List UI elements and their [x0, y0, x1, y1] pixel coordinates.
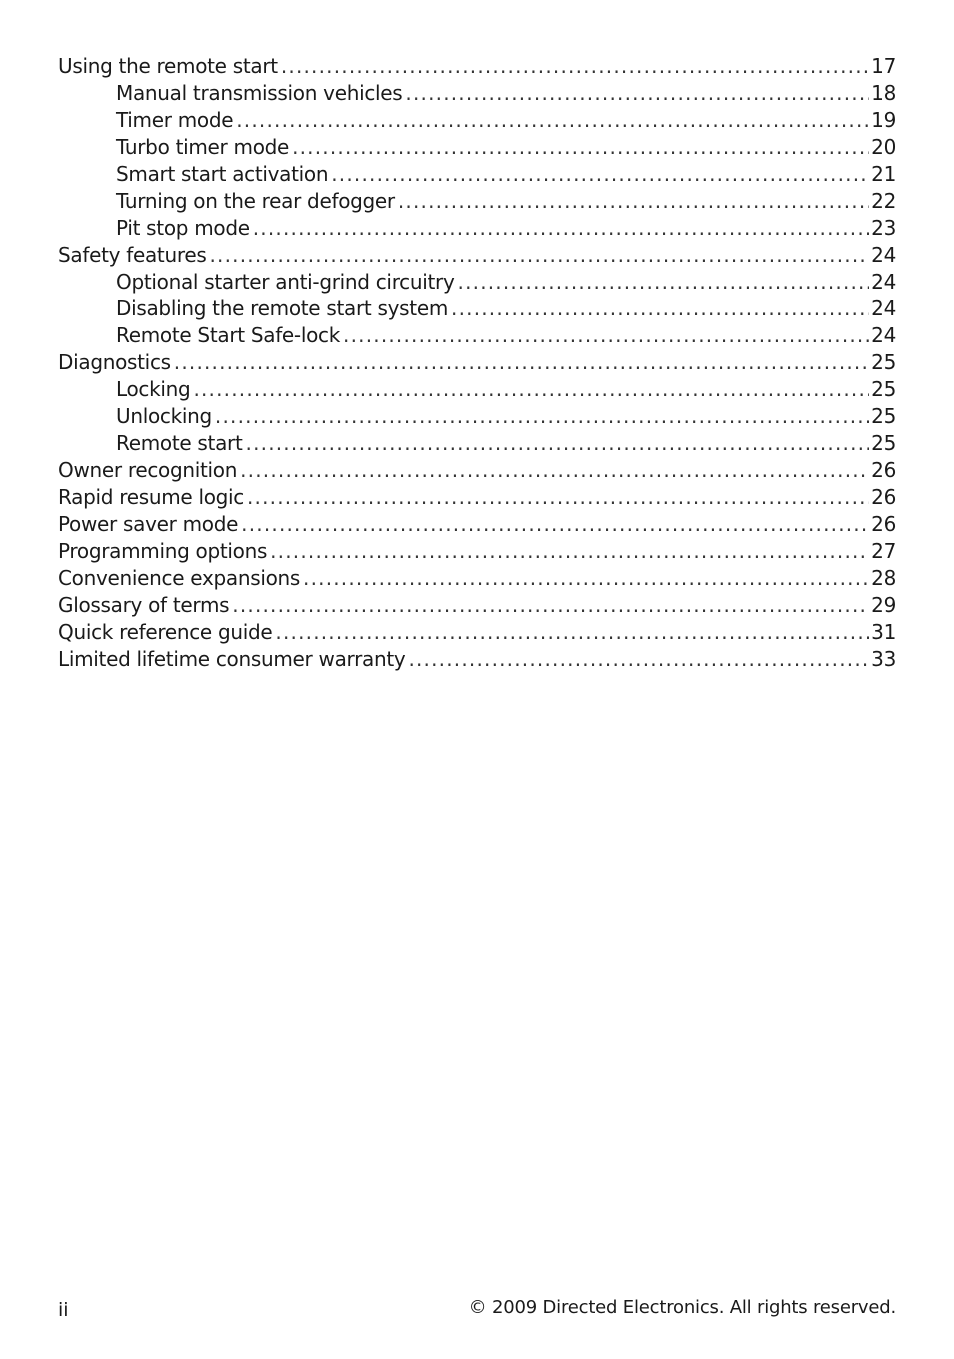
toc-entry-title: Glossary of terms	[58, 592, 230, 617]
toc-entry-rapid-resume-logic[interactable]	[58, 484, 896, 511]
toc-dot-leader	[232, 592, 869, 619]
toc-entry-page: 25	[871, 377, 896, 402]
toc-entry-page: 24	[871, 323, 896, 348]
toc-entry-owner-recognition[interactable]	[58, 457, 896, 484]
toc-dot-leader	[215, 403, 869, 430]
toc-dot-leader	[270, 538, 869, 565]
toc-entry-safety-features[interactable]	[58, 242, 896, 269]
toc-dot-leader	[405, 80, 869, 107]
toc-dot-leader	[247, 484, 869, 511]
toc-entry-title: Quick reference guide	[58, 619, 273, 644]
toc-dot-leader	[253, 215, 869, 242]
toc-entry-timer-mode[interactable]	[58, 107, 896, 134]
toc-dot-leader	[303, 565, 869, 592]
toc-entry-quick-reference-guide[interactable]	[58, 619, 896, 646]
toc-entry-page: 24	[871, 269, 896, 294]
toc-entry-page: 24	[871, 296, 896, 321]
toc-dot-leader	[281, 53, 869, 80]
toc-entry-title: Unlocking	[116, 404, 212, 429]
toc-dot-leader	[331, 161, 869, 188]
toc-entry-page: 20	[871, 134, 896, 159]
toc-entry-title: Disabling the remote start system	[116, 296, 449, 321]
toc-entry-title: Owner recognition	[58, 458, 238, 483]
toc-entry-page: 29	[871, 592, 896, 617]
toc-entry-page: 26	[871, 458, 896, 483]
toc-entry-turning-on-the-rear-defogger[interactable]	[58, 188, 896, 215]
toc-entry-page: 23	[871, 215, 896, 240]
toc-entry-title: Remote start	[116, 431, 243, 456]
toc-dot-leader	[408, 646, 869, 673]
toc-entry-title: Convenience expansions	[58, 565, 301, 590]
toc-entry-title: Smart start activation	[116, 161, 329, 186]
toc-entry-smart-start-activation[interactable]	[58, 161, 896, 188]
toc-entry-using-the-remote-start[interactable]	[58, 53, 896, 80]
toc-entry-convenience-expansions[interactable]	[58, 565, 896, 592]
toc-entry-title: Turning on the rear defogger	[116, 188, 395, 213]
toc-entry-page: 31	[871, 619, 896, 644]
toc-dot-leader	[458, 269, 870, 296]
toc-entry-page: 25	[871, 350, 896, 375]
toc-entry-page: 22	[871, 188, 896, 213]
toc-entry-title: Limited lifetime consumer warranty	[58, 646, 406, 671]
toc-entry-title: Remote Start Safe-lock	[116, 323, 341, 348]
toc-entry-title: Manual transmission vehicles	[116, 80, 403, 105]
toc-entry-title: Programming options	[58, 538, 268, 563]
toc-entry-title: Timer mode	[116, 107, 234, 132]
toc-dot-leader	[451, 295, 869, 322]
toc-entry-title: Safety features	[58, 242, 207, 267]
toc-entry-page: 24	[871, 242, 896, 267]
toc-entry-unlocking[interactable]	[58, 403, 896, 430]
toc-entry-page: 26	[871, 485, 896, 509]
toc-dot-leader	[398, 188, 869, 215]
toc-entry-page: 21	[871, 161, 896, 186]
toc-entry-disabling-the-remote-start-system[interactable]	[58, 295, 896, 322]
toc-entry-limited-lifetime-consumer-warranty[interactable]	[58, 646, 896, 673]
toc-dot-leader	[275, 619, 869, 646]
toc-entry-title: Optional starter anti-grind circuitry	[116, 269, 455, 294]
toc-entry-page: 33	[871, 646, 896, 671]
toc-dot-leader	[292, 134, 869, 161]
toc-entry-diagnostics[interactable]	[58, 349, 896, 376]
toc-entry-pit-stop-mode[interactable]	[58, 215, 896, 242]
toc-entry-programming-options[interactable]	[58, 538, 896, 565]
toc-dot-leader	[236, 107, 869, 134]
toc-entry-power-saver-mode[interactable]	[58, 511, 896, 538]
toc-entry-optional-starter-anti-grind-circuitry[interactable]	[58, 269, 896, 296]
toc-entry-title: Power saver mode	[58, 511, 239, 536]
toc-entry-title: Locking	[116, 377, 191, 402]
toc-entry-page: 26	[871, 511, 896, 536]
toc-entry-remote-start[interactable]	[58, 430, 896, 457]
toc-entry-title: Turbo timer mode	[116, 134, 290, 159]
toc-entry-page: 25	[871, 404, 896, 429]
toc-entry-title: Using the remote start	[58, 54, 278, 78]
toc-dot-leader	[174, 349, 869, 376]
toc-entry-locking[interactable]	[58, 376, 896, 403]
toc-dot-leader	[193, 376, 869, 403]
toc-dot-leader	[343, 322, 869, 349]
toc-entry-remote-start-safe-lock[interactable]	[58, 322, 896, 349]
toc-entry-title: Pit stop mode	[116, 215, 250, 240]
toc-entry-page: 18	[871, 80, 896, 105]
toc-entry-glossary-of-terms[interactable]	[58, 592, 896, 619]
toc-dot-leader	[209, 242, 869, 269]
toc-entry-page: 17	[871, 54, 896, 78]
toc-entry-manual-transmission-vehicles[interactable]	[58, 80, 896, 107]
table-of-contents	[58, 53, 896, 673]
toc-dot-leader	[246, 430, 870, 457]
toc-dot-leader	[241, 511, 869, 538]
toc-entry-turbo-timer-mode[interactable]	[58, 134, 896, 161]
footer-page-number: ii	[58, 1299, 69, 1321]
toc-entry-page: 19	[871, 107, 896, 132]
footer-copyright: © 2009 Directed Electronics. All rights reserved.	[468, 1297, 896, 1318]
toc-dot-leader	[240, 457, 869, 484]
toc-entry-page: 27	[871, 538, 896, 563]
toc-entry-title: Rapid resume logic	[58, 485, 244, 509]
toc-entry-title: Diagnostics	[58, 350, 171, 375]
toc-entry-page: 25	[871, 431, 896, 456]
toc-entry-page: 28	[871, 565, 896, 590]
